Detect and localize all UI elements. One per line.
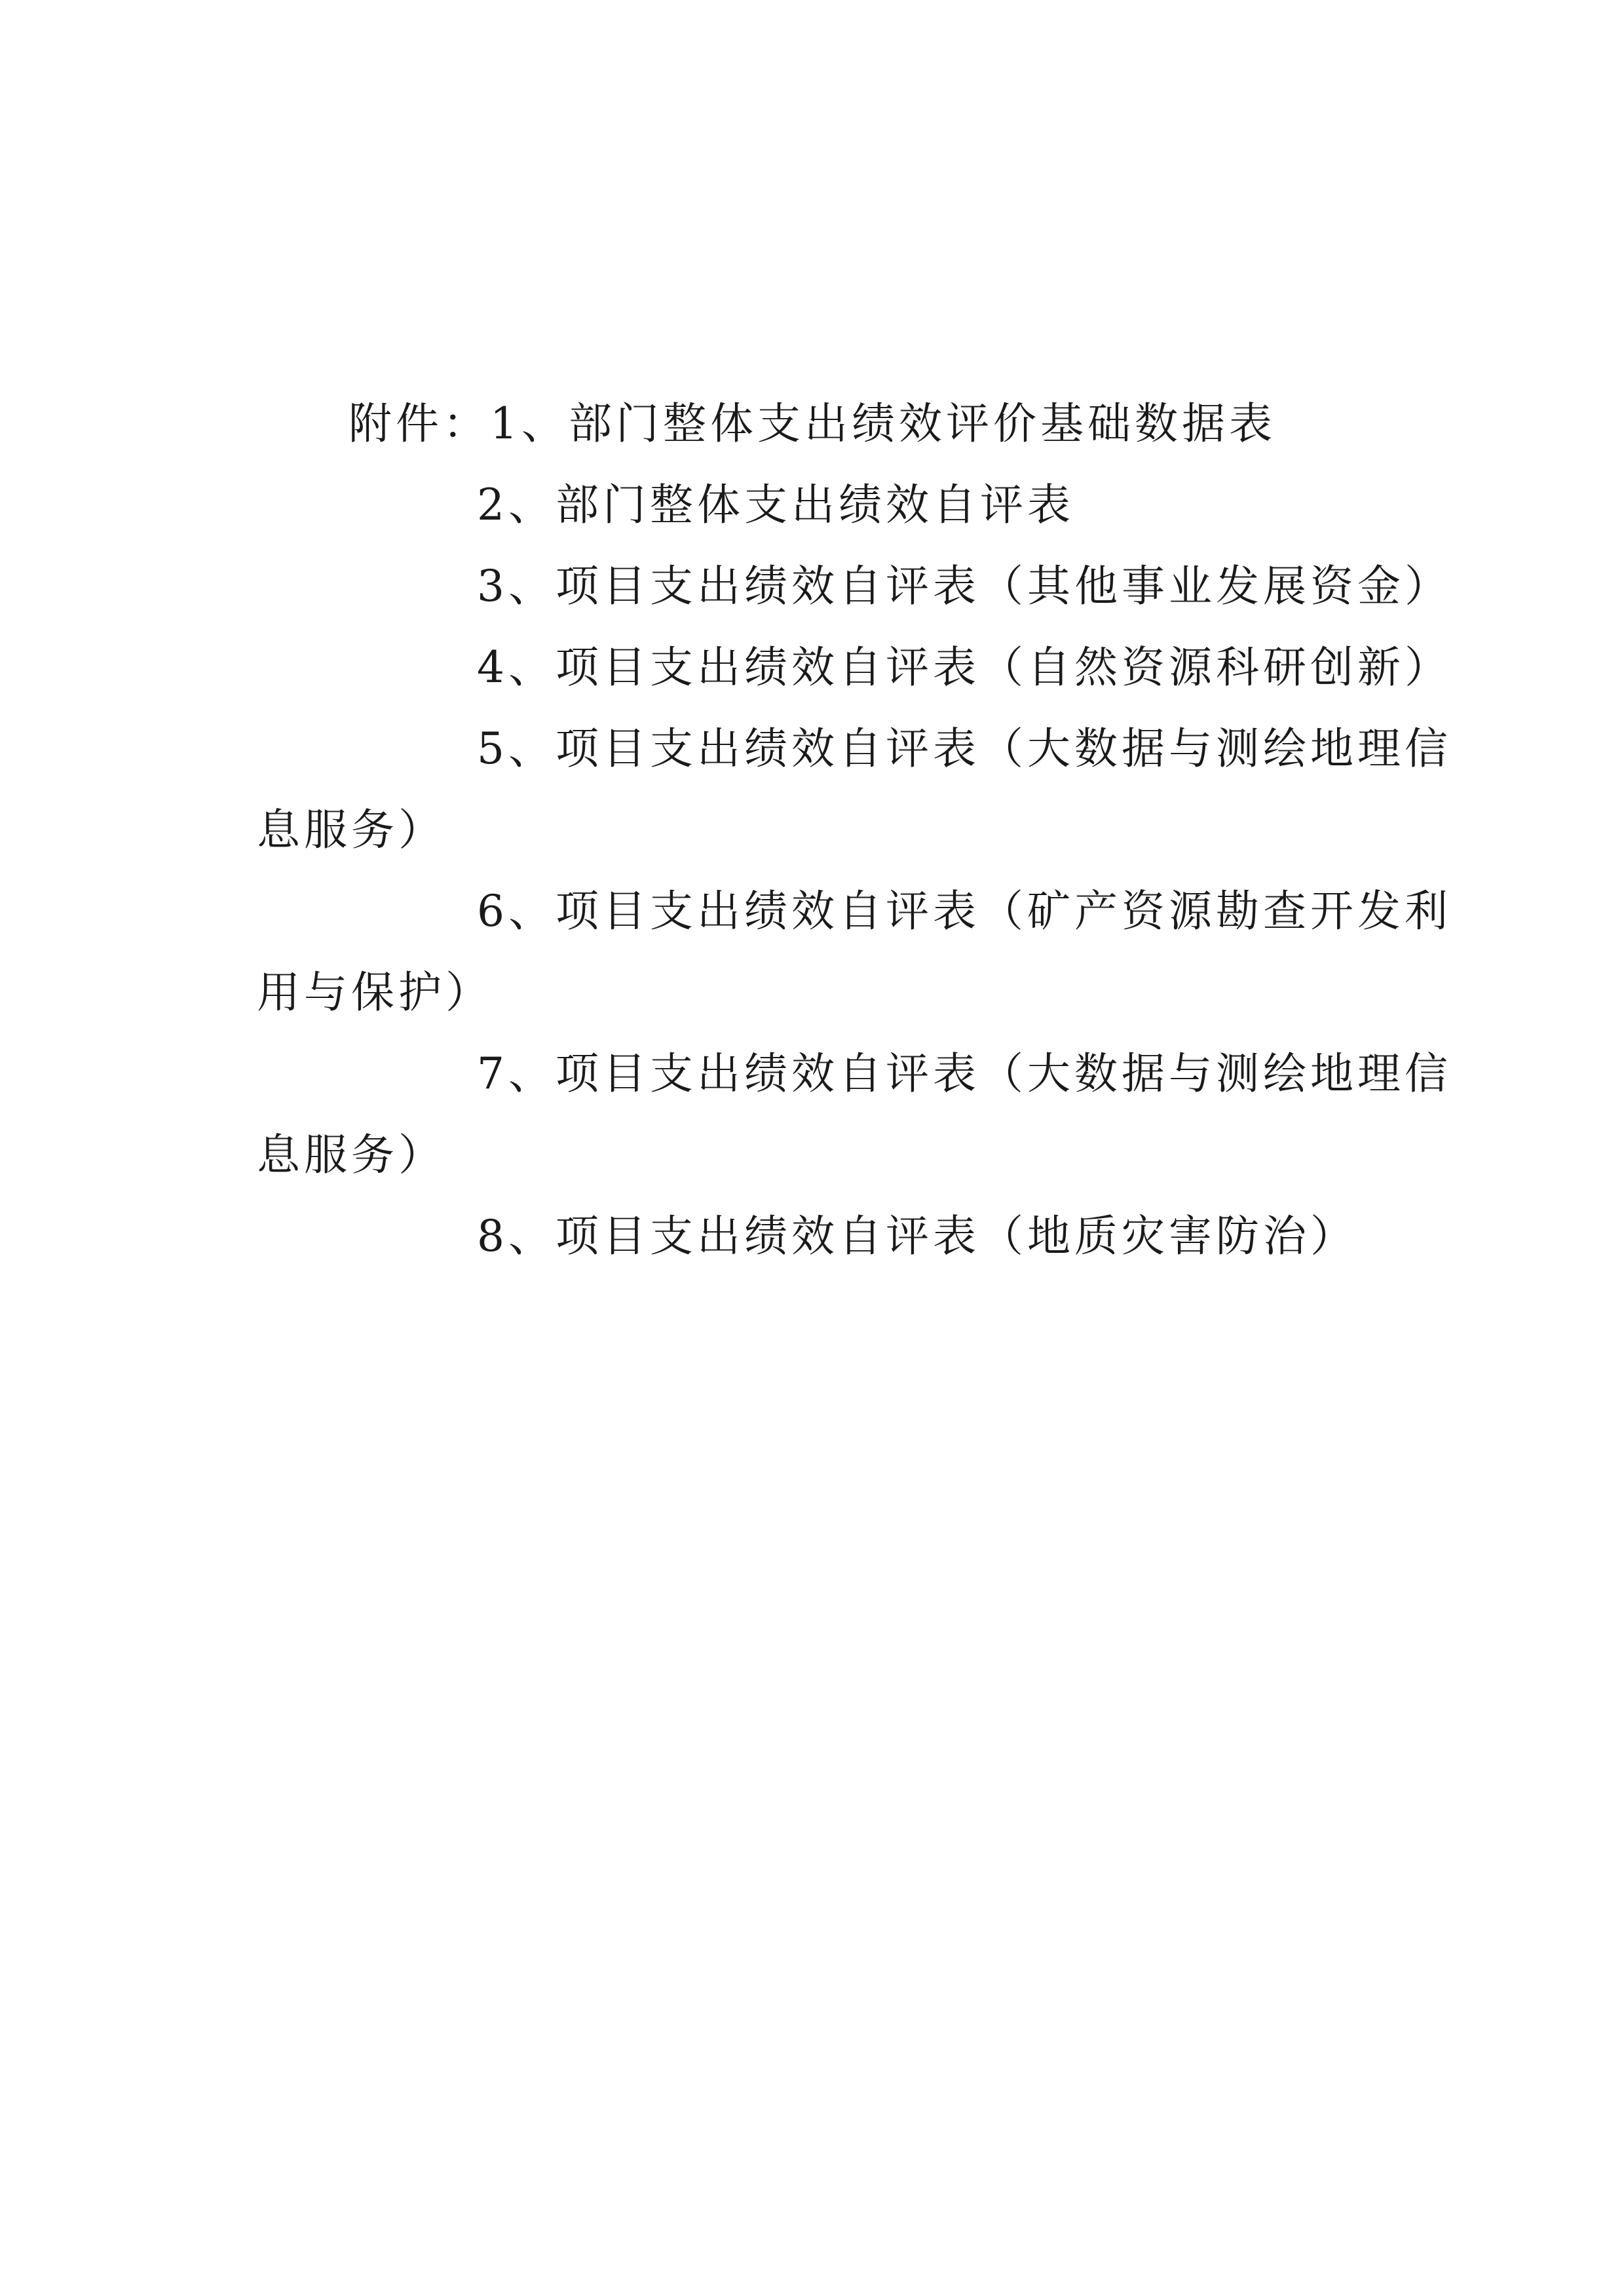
list-item-continuation	[257, 952, 1397, 1033]
attachment-label: 附件：	[349, 398, 490, 449]
attachment-item-7: 7、项目支出绩效自评表（大数据与测绘地理信	[477, 1048, 1452, 1099]
list-item	[257, 546, 1452, 627]
list-item-continuation	[257, 1115, 1397, 1196]
attachment-list	[257, 383, 1452, 1277]
attachment-item-8: 8、项目支出绩效自评表（地质灾害防治）	[477, 1211, 1357, 1261]
attachment-lead	[349, 383, 1276, 465]
list-item	[257, 465, 1397, 546]
list-item	[257, 708, 1452, 790]
list-item	[257, 383, 1397, 465]
attachment-item-6-continuation: 用与保护）	[257, 967, 493, 1018]
attachment-item-7-continuation: 息服务）	[257, 1130, 445, 1180]
attachment-item-1: 1、部门整体支出绩效评价基础数据表	[490, 398, 1276, 449]
attachment-item-3: 3、项目支出绩效自评表（其他事业发展资金）	[477, 561, 1452, 611]
attachment-item-2: 2、部门整体支出绩效自评表	[477, 480, 1074, 530]
list-item	[257, 871, 1452, 952]
attachment-item-5: 5、项目支出绩效自评表（大数据与测绘地理信	[477, 723, 1452, 774]
list-item-continuation	[257, 790, 1397, 871]
attachment-item-4: 4、项目支出绩效自评表（自然资源科研创新）	[477, 642, 1452, 693]
list-item	[257, 1196, 1397, 1277]
list-item	[257, 627, 1452, 708]
list-item	[257, 1033, 1452, 1115]
attachment-item-6: 6、项目支出绩效自评表（矿产资源勘查开发利	[477, 886, 1452, 936]
attachment-item-5-continuation: 息服务）	[257, 805, 445, 855]
